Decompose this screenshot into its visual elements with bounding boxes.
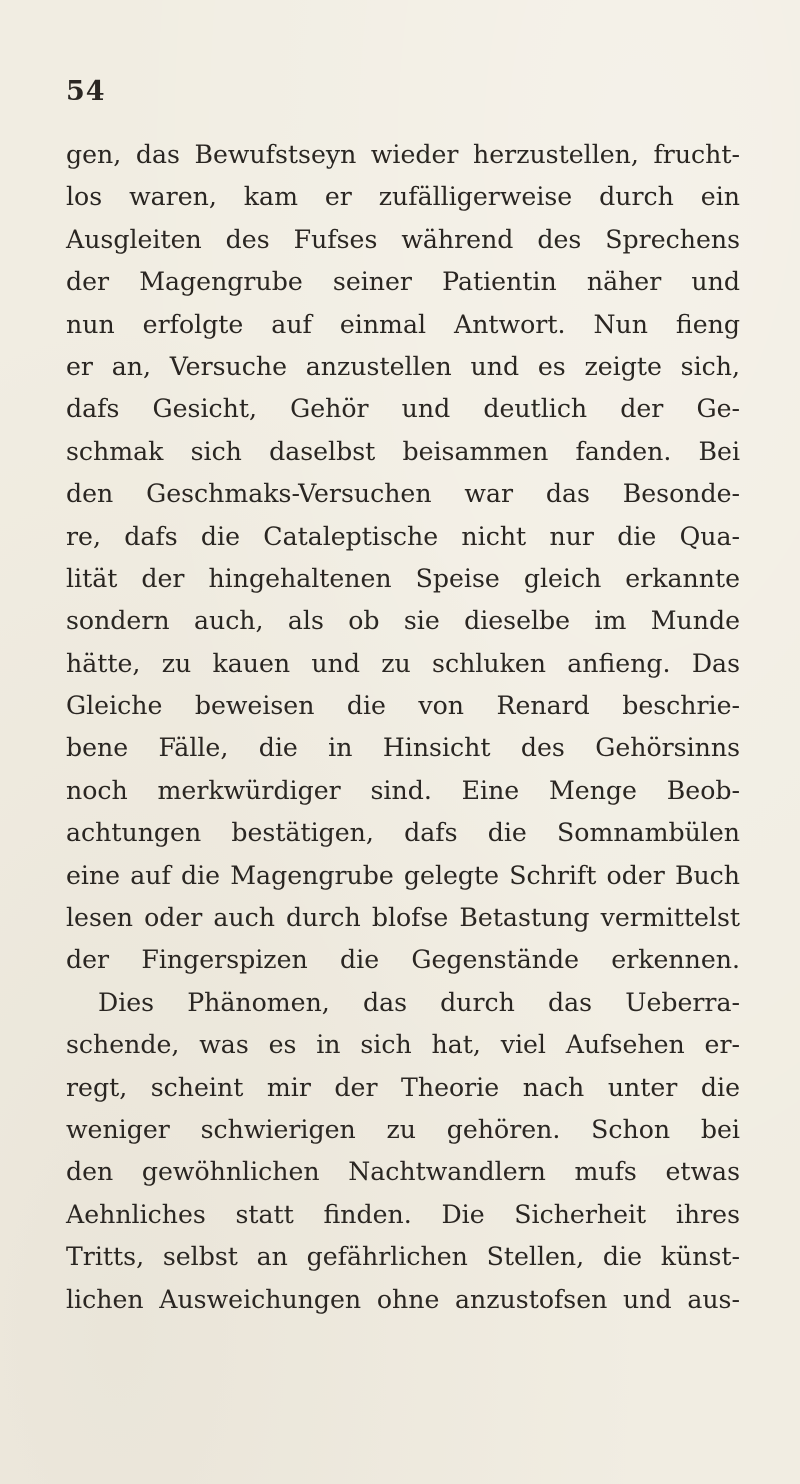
text-line: noch merkwürdiger sind. Eine Menge Beob- (66, 775, 740, 805)
text-line: Ausgleiten des Fufses während des Sprechens (66, 224, 740, 254)
text-line: schmak sich daselbst beisammen fanden. Bei (66, 436, 740, 466)
text-line: hätte, zu kauen und zu schluken anfieng. Das (66, 648, 740, 678)
text-line: Aehnliches statt finden. Die Sicherheit ihres (66, 1199, 740, 1229)
text-line: den Geschmaks-Versuchen war das Besonde- (66, 479, 740, 509)
text-line: Gleiche beweisen die von Renard beschrie- (66, 691, 740, 721)
text-line: weniger schwierigen zu gehören. Schon bei (66, 1114, 740, 1144)
text-line: lichen Ausweichungen ohne anzustofsen und aus- (66, 1284, 740, 1314)
text-line: gen, das Bewufstseyn wieder herzustellen, frucht- (66, 140, 740, 169)
text-line: achtungen bestätigen, dafs die Somnambülen (66, 818, 740, 848)
text-line: dafs Gesicht, Gehör und deutlich der Ge- (66, 394, 740, 424)
paragraph-start-line: Dies Phänomen, das durch das Ueberra- (98, 987, 740, 1017)
text-line: lität der hingehaltenen Speise gleich erkannte (66, 563, 740, 593)
text-line: Tritts, selbst an gefährlichen Stellen, die künst- (66, 1242, 740, 1272)
text-line: sondern auch, als ob sie dieselbe im Munde (66, 606, 740, 636)
text-line: bene Fälle, die in Hinsicht des Gehörsinns (66, 733, 740, 763)
text-line: lesen oder auch durch blofse Betastung vermittelst (66, 903, 740, 933)
text-line: der Magengrube seiner Patientin näher und (66, 267, 740, 297)
text-line: er an, Versuche anzustellen und es zeigte sich, (66, 351, 740, 381)
text-line: re, dafs die Cataleptische nicht nur die Qua- (66, 521, 740, 551)
text-line: der Fingerspizen die Gegenstände erkennen. (66, 945, 740, 975)
text-line: los waren, kam er zufälligerweise durch ein (66, 182, 740, 212)
text-line: eine auf die Magengrube gelegte Schrift oder Buch (66, 860, 740, 890)
text-line: schende, was es in sich hat, viel Aufsehen er- (66, 1030, 740, 1060)
body-text (66, 134, 740, 1321)
page-number: 54 (66, 76, 106, 107)
text-line: nun erfolgte auf einmal Antwort. Nun fieng (66, 309, 740, 339)
text-line: den gewöhnlichen Nachtwandlern mufs etwas (66, 1157, 740, 1187)
text-line: regt, scheint mir der Theorie nach unter die (66, 1072, 740, 1102)
